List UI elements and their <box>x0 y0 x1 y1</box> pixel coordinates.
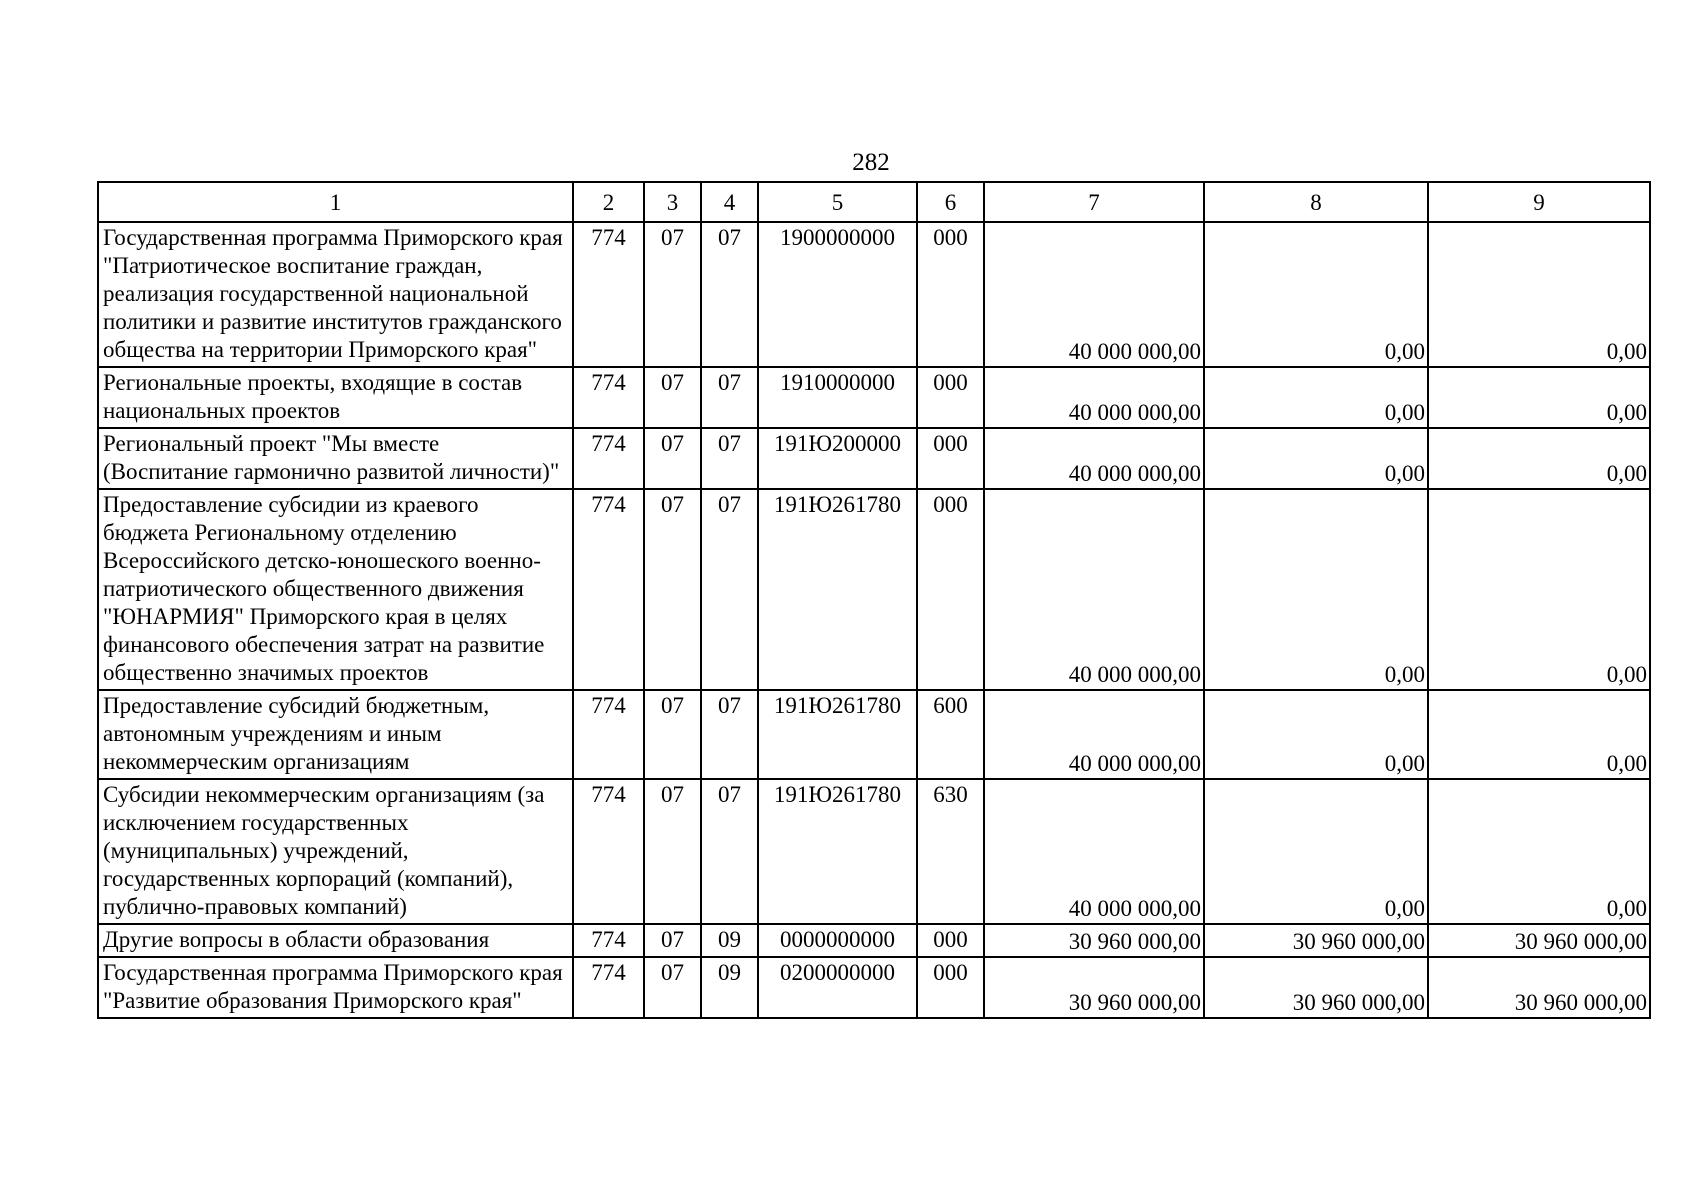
row-amount-col-9: 0,00 <box>1428 428 1650 489</box>
row-amount-col-7: 40 000 000,00 <box>984 489 1204 690</box>
row-amount-col-9: 0,00 <box>1428 489 1650 690</box>
row-target-code: 0200000000 <box>758 957 917 1018</box>
row-section-code: 07 <box>644 222 701 367</box>
row-expense-type-code: 000 <box>917 957 984 1018</box>
row-ministry-code: 774 <box>573 428 644 489</box>
header-col-8: 8 <box>1204 182 1428 222</box>
row-name: Государственная программа Приморского края "Развитие образования Приморского края" <box>98 957 573 1018</box>
row-section-code: 07 <box>644 428 701 489</box>
row-amount-col-9: 0,00 <box>1428 222 1650 367</box>
row-ministry-code: 774 <box>573 489 644 690</box>
row-target-code: 0000000000 <box>758 924 917 957</box>
row-subsection-code: 07 <box>701 428 758 489</box>
table-row <box>98 428 1650 489</box>
row-amount-col-8: 30 960 000,00 <box>1204 957 1428 1018</box>
row-expense-type-code: 000 <box>917 489 984 690</box>
row-name: Другие вопросы в области образования <box>98 924 573 957</box>
row-amount-col-9: 0,00 <box>1428 690 1650 779</box>
row-amount-col-7: 40 000 000,00 <box>984 690 1204 779</box>
header-col-7: 7 <box>984 182 1204 222</box>
table-row <box>98 489 1650 690</box>
row-subsection-code: 09 <box>701 924 758 957</box>
header-col-5: 5 <box>758 182 917 222</box>
table-row <box>98 367 1650 428</box>
row-name: Региональные проекты, входящие в состав национальных проектов <box>98 367 573 428</box>
header-col-6: 6 <box>917 182 984 222</box>
row-amount-col-8: 30 960 000,00 <box>1204 924 1428 957</box>
row-subsection-code: 07 <box>701 222 758 367</box>
budget-table <box>97 181 1651 1019</box>
row-amount-col-9: 0,00 <box>1428 367 1650 428</box>
row-target-code: 191Ю200000 <box>758 428 917 489</box>
row-amount-col-7: 30 960 000,00 <box>984 924 1204 957</box>
row-subsection-code: 09 <box>701 957 758 1018</box>
row-subsection-code: 07 <box>701 489 758 690</box>
header-col-1: 1 <box>98 182 573 222</box>
row-expense-type-code: 000 <box>917 222 984 367</box>
row-amount-col-8: 0,00 <box>1204 428 1428 489</box>
row-subsection-code: 07 <box>701 367 758 428</box>
header-col-9: 9 <box>1428 182 1650 222</box>
row-expense-type-code: 600 <box>917 690 984 779</box>
row-section-code: 07 <box>644 367 701 428</box>
row-expense-type-code: 000 <box>917 367 984 428</box>
row-target-code: 191Ю261780 <box>758 690 917 779</box>
header-col-2: 2 <box>573 182 644 222</box>
row-name: Государственная программа Приморского края "Патриотическое воспитание граждан, реализация государственной национальной политики и развитие институтов гражданского общества на территории Приморского края" <box>98 222 573 367</box>
table-row <box>98 779 1650 924</box>
row-amount-col-8: 0,00 <box>1204 222 1428 367</box>
table-row <box>98 222 1650 367</box>
header-col-4: 4 <box>701 182 758 222</box>
row-amount-col-8: 0,00 <box>1204 489 1428 690</box>
row-ministry-code: 774 <box>573 222 644 367</box>
row-section-code: 07 <box>644 924 701 957</box>
table-row <box>98 690 1650 779</box>
row-subsection-code: 07 <box>701 690 758 779</box>
row-target-code: 1900000000 <box>758 222 917 367</box>
row-amount-col-9: 30 960 000,00 <box>1428 924 1650 957</box>
row-amount-col-8: 0,00 <box>1204 779 1428 924</box>
row-name: Региональный проект "Мы вместе (Воспитание гармонично развитой личности)" <box>98 428 573 489</box>
row-name: Предоставление субсидий бюджетным, автономным учреждениям и иным некоммерческим организациям <box>98 690 573 779</box>
row-amount-col-9: 0,00 <box>1428 779 1650 924</box>
row-amount-col-7: 40 000 000,00 <box>984 428 1204 489</box>
header-col-3: 3 <box>644 182 701 222</box>
row-amount-col-9: 30 960 000,00 <box>1428 957 1650 1018</box>
row-name: Субсидии некоммерческим организациям (за исключением государственных (муниципальных) учреждений, государственных корпораций (компаний), публично-правовых компаний) <box>98 779 573 924</box>
row-name: Предоставление субсидии из краевого бюджета Региональному отделению Всероссийского детско-юношеского военно-патриотического общественного движения "ЮНАРМИЯ" Приморского края в целях финансового обеспечения затрат на развитие общественно значимых проектов <box>98 489 573 690</box>
table-row <box>98 924 1650 957</box>
row-section-code: 07 <box>644 690 701 779</box>
row-amount-col-7: 40 000 000,00 <box>984 367 1204 428</box>
row-section-code: 07 <box>644 779 701 924</box>
row-ministry-code: 774 <box>573 957 644 1018</box>
row-target-code: 191Ю261780 <box>758 779 917 924</box>
row-amount-col-8: 0,00 <box>1204 367 1428 428</box>
row-target-code: 1910000000 <box>758 367 917 428</box>
row-section-code: 07 <box>644 489 701 690</box>
row-amount-col-7: 30 960 000,00 <box>984 957 1204 1018</box>
table-header-row <box>98 182 1650 222</box>
row-expense-type-code: 000 <box>917 428 984 489</box>
row-amount-col-7: 40 000 000,00 <box>984 779 1204 924</box>
row-subsection-code: 07 <box>701 779 758 924</box>
row-expense-type-code: 000 <box>917 924 984 957</box>
row-ministry-code: 774 <box>573 367 644 428</box>
row-target-code: 191Ю261780 <box>758 489 917 690</box>
row-amount-col-8: 0,00 <box>1204 690 1428 779</box>
row-ministry-code: 774 <box>573 779 644 924</box>
row-section-code: 07 <box>644 957 701 1018</box>
row-ministry-code: 774 <box>573 924 644 957</box>
row-amount-col-7: 40 000 000,00 <box>984 222 1204 367</box>
table-row <box>98 957 1650 1018</box>
row-expense-type-code: 630 <box>917 779 984 924</box>
page-number: 282 <box>852 149 890 176</box>
row-ministry-code: 774 <box>573 690 644 779</box>
